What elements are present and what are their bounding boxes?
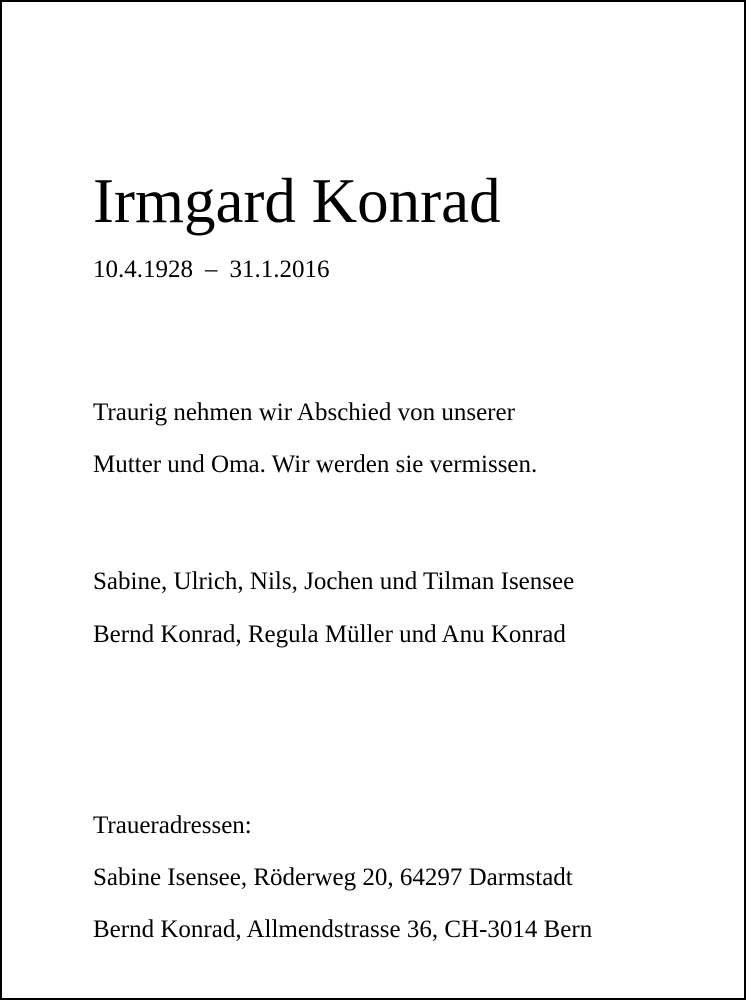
addresses-heading: Traueradressen: — [93, 812, 252, 839]
life-dates — [93, 257, 330, 282]
birth-date: 10.4.1928 — [93, 256, 193, 283]
mourners-line: Sabine, Ulrich, Nils, Jochen und Tilman Isensee — [93, 568, 575, 595]
deceased-name: Irmgard Konrad — [93, 166, 501, 236]
date-separator: – — [205, 256, 218, 283]
message-line: Mutter und Oma. Wir werden sie vermissen. — [93, 451, 538, 478]
death-date: 31.1.2016 — [229, 256, 330, 283]
address-line: Sabine Isensee, Röderweg 20, 64297 Darmstadt — [93, 864, 573, 891]
message-line: Traurig nehmen wir Abschied von unserer — [93, 399, 515, 426]
mourners-line: Bernd Konrad, Regula Müller und Anu Konrad — [93, 621, 566, 648]
address-line: Bernd Konrad, Allmendstrasse 36, CH-3014 Bern — [93, 916, 593, 943]
